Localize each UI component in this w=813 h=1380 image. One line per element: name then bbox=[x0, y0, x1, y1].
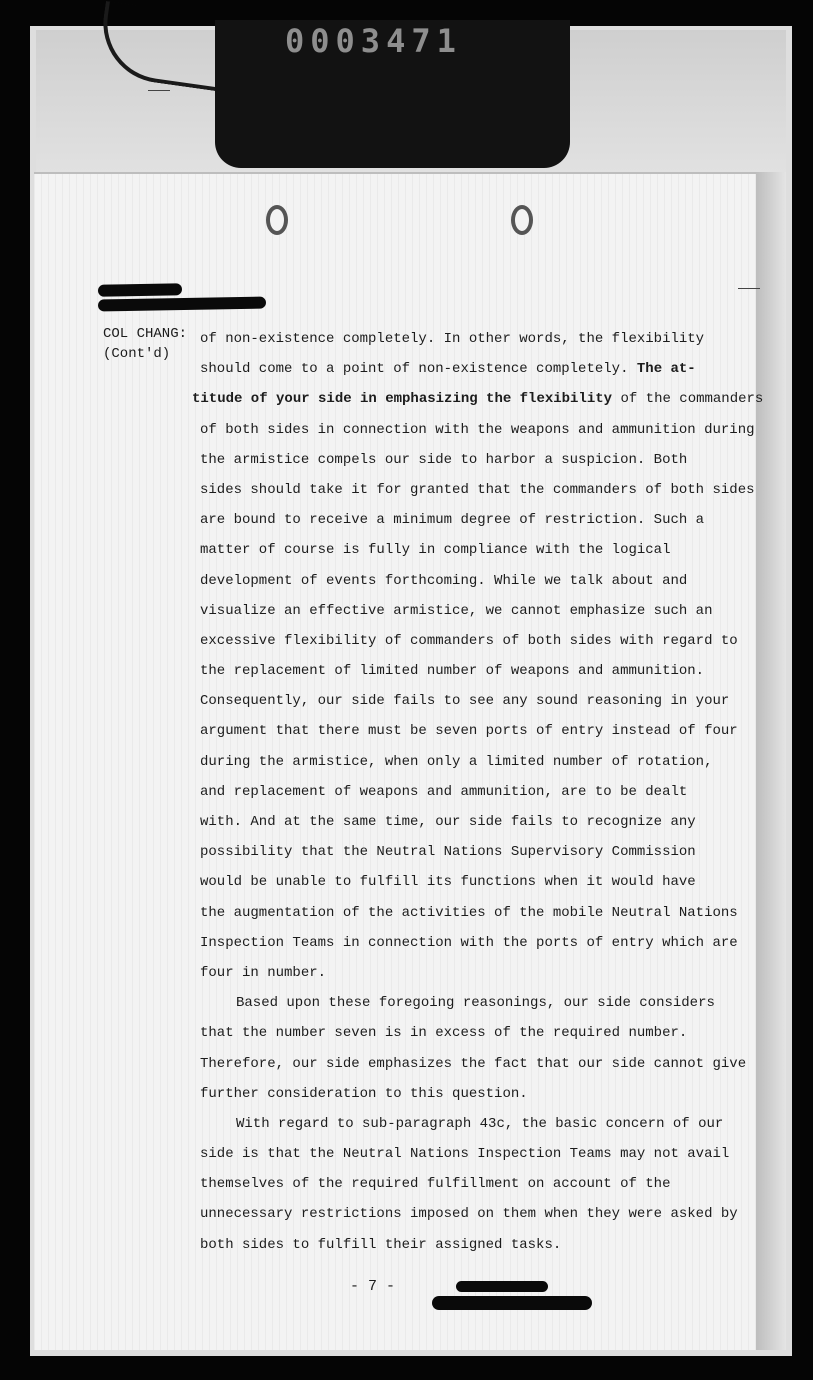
punch-hole-right bbox=[511, 205, 533, 235]
body-line: themselves of the required fulfillment on account of the bbox=[200, 1176, 671, 1193]
body-line: excessive flexibility of commanders of both sides with regard to bbox=[200, 632, 738, 649]
body-line: unnecessary restrictions imposed on them when they were asked by bbox=[200, 1206, 738, 1223]
margin-mark bbox=[738, 288, 760, 289]
clip-number: 0003471 bbox=[285, 22, 462, 60]
body-line: should come to a point of non-existence completely. The at- bbox=[200, 361, 696, 378]
page-number: - 7 - bbox=[350, 1278, 396, 1295]
redaction-mark-bottom bbox=[432, 1296, 592, 1310]
page-edge bbox=[756, 172, 786, 1350]
margin-mark bbox=[148, 90, 170, 91]
body-line: the armistice compels our side to harbor a suspicion. Both bbox=[200, 451, 688, 468]
body-line: of both sides in connection with the weapons and ammunition during bbox=[200, 421, 755, 438]
body-line: both sides to fulfill their assigned tasks. bbox=[200, 1236, 562, 1253]
redaction-mark-top bbox=[98, 283, 182, 296]
body-line: visualize an effective armistice, we cannot emphasize such an bbox=[200, 602, 713, 619]
speaker-name: COL CHANG: bbox=[103, 326, 188, 342]
body-line: argument that there must be seven ports of entry instead of four bbox=[200, 723, 738, 740]
body-line: the replacement of limited number of weapons and ammunition. bbox=[200, 663, 705, 680]
body-line: side is that the Neutral Nations Inspection Teams may not avail bbox=[200, 1146, 730, 1163]
body-line: titude of your side in emphasizing the flexibility of the commanders bbox=[192, 391, 764, 408]
punch-hole-left bbox=[266, 205, 288, 235]
document-body bbox=[192, 324, 764, 1260]
body-line: during the armistice, when only a limited number of rotation, bbox=[200, 753, 713, 770]
redaction-mark-bottom bbox=[456, 1281, 548, 1292]
body-line: Inspection Teams in connection with the ports of entry which are bbox=[200, 934, 738, 951]
body-line: of non-existence completely. In other words, the flexibility bbox=[200, 331, 705, 347]
body-line: are bound to receive a minimum degree of restriction. Such a bbox=[200, 512, 705, 529]
body-line: four in number. bbox=[200, 964, 327, 981]
speaker-label bbox=[103, 324, 187, 364]
body-line: would be unable to fulfill its functions when it would have bbox=[200, 874, 696, 891]
body-line: development of events forthcoming. While we talk about and bbox=[200, 572, 688, 589]
body-line: possibility that the Neutral Nations Supervisory Commission bbox=[200, 844, 696, 861]
body-line: the augmentation of the activities of the mobile Neutral Nations bbox=[200, 904, 738, 921]
body-line: matter of course is fully in compliance with the logical bbox=[200, 542, 671, 559]
body-line: With regard to sub-paragraph 43c, the basic concern of our bbox=[236, 1115, 724, 1132]
body-line: Based upon these foregoing reasonings, our side considers bbox=[236, 995, 715, 1012]
body-line: sides should take it for granted that the commanders of both sides bbox=[200, 481, 755, 498]
body-line: with. And at the same time, our side fails to recognize any bbox=[200, 814, 696, 830]
body-line: and replacement of weapons and ammunition, are to be dealt bbox=[200, 783, 688, 800]
body-line: Consequently, our side fails to see any sound reasoning in your bbox=[200, 693, 730, 710]
speaker-cont: (Cont'd) bbox=[103, 346, 171, 362]
body-line: further consideration to this question. bbox=[200, 1085, 528, 1102]
body-line: that the number seven is in excess of the required number. bbox=[200, 1025, 688, 1042]
body-line: Therefore, our side emphasizes the fact that our side cannot give bbox=[200, 1055, 747, 1072]
